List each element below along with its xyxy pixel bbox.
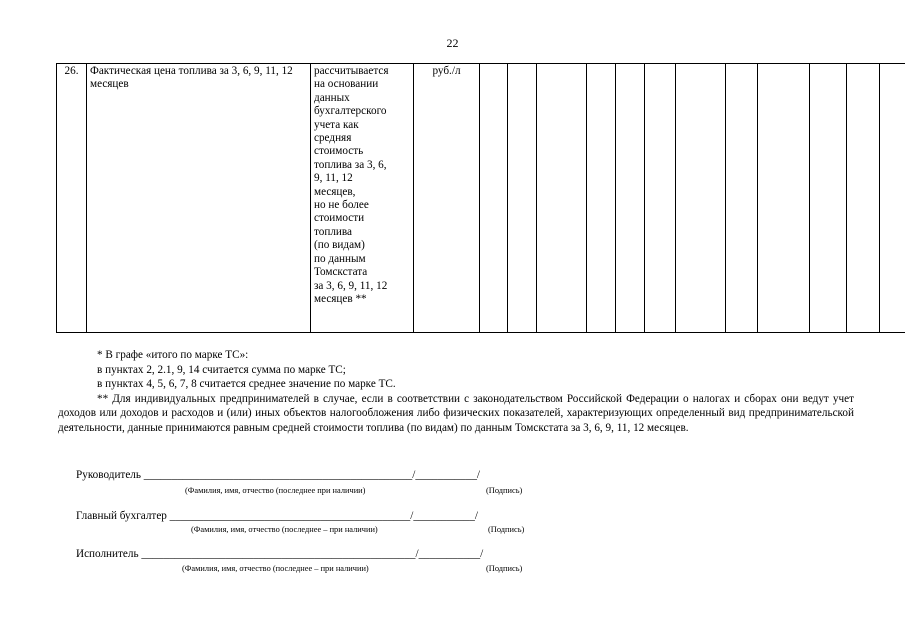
value-cell <box>645 64 676 333</box>
method-line: рассчитывается <box>314 65 389 77</box>
row-number: 26. <box>57 64 87 333</box>
footnotes <box>58 348 854 436</box>
value-cell <box>810 64 847 333</box>
method-line: месяцев ** <box>314 292 367 305</box>
signature-line-accountant: Главный бухгалтер ___________________________________________/___________/ <box>76 510 478 522</box>
value-cell <box>537 64 587 333</box>
footnote-line: в пунктах 2, 2.1, 9, 14 считается сумма по марке ТС; <box>97 363 346 376</box>
value-cell <box>847 64 880 333</box>
method-line: топлива <box>314 225 352 238</box>
unit-cell: руб./л <box>414 64 480 333</box>
footnote-paragraph <box>58 392 854 436</box>
method-line: Томскстата <box>314 266 368 279</box>
method-line: по данным <box>314 252 366 265</box>
method-line: стоимости <box>314 212 365 225</box>
signature-line-executor: Исполнитель _________________________________________________/___________/ <box>76 548 484 560</box>
footnote-line: в пунктах 4, 5, 6, 7, 8 считается среднее значение по марке ТС. <box>97 378 396 391</box>
method-line: месяцев, <box>314 185 356 198</box>
signature-caption: (Подпись) <box>486 486 523 495</box>
value-cell <box>480 64 508 333</box>
signature-line-head: Руководитель ________________________________________________/___________/ <box>76 469 481 481</box>
name-caption: (Фамилия, имя, отчество (последнее – при наличии) <box>191 525 378 534</box>
method-line: (по видам) <box>314 239 365 252</box>
indicator-name: Фактическая цена топлива за 3, 6, 9, 11, 12 месяцев <box>87 64 311 333</box>
signature-caption: (Подпись) <box>486 564 523 573</box>
footnote-paragraph-label: ** Для индивидуальных предпринимателей <box>97 392 310 405</box>
method-line: 9, 11, 12 <box>314 172 353 185</box>
calculation-method <box>311 64 414 333</box>
footnote-paragraph-text: в случае, если в соответствии с законодательством Российской Федерации о налогах и сборах они ведут учет доходов или доходов и расходов и (или) иных объектов налогообложения либо физических показателей, характеризующих определенный вид предпринимательской деятельности, данные принимаются равным средней стоимости топлива (по видам) по данным Томскстата за 3, 6, 9, 11, 12 месяцев. <box>58 392 855 434</box>
table-row <box>57 64 905 333</box>
indicator-table <box>56 63 905 333</box>
method-line: средняя <box>314 132 352 145</box>
method-line: данных <box>314 91 350 104</box>
signature-caption: (Подпись) <box>488 525 525 534</box>
method-line: но не более <box>314 199 369 212</box>
page-number: 22 <box>446 36 459 50</box>
name-caption: (Фамилия, имя, отчество (последнее – при наличии) <box>182 564 369 573</box>
method-line: на основании <box>314 78 379 91</box>
method-line: бухгалтерского <box>314 105 387 118</box>
method-line: за 3, 6, 9, 11, 12 <box>314 279 388 292</box>
footnote-line: * В графе «итого по марке ТС»: <box>97 349 249 361</box>
value-cell <box>726 64 758 333</box>
value-cell <box>587 64 616 333</box>
value-cell <box>616 64 645 333</box>
value-cell <box>880 64 905 333</box>
method-line: учета как <box>314 118 359 131</box>
method-line: топлива за 3, 6, <box>314 158 387 171</box>
value-cell <box>758 64 810 333</box>
value-cell <box>676 64 726 333</box>
method-line: стоимость <box>314 145 364 158</box>
value-cell <box>508 64 537 333</box>
name-caption: (Фамилия, имя, отчество (последнее при наличии) <box>185 486 366 495</box>
